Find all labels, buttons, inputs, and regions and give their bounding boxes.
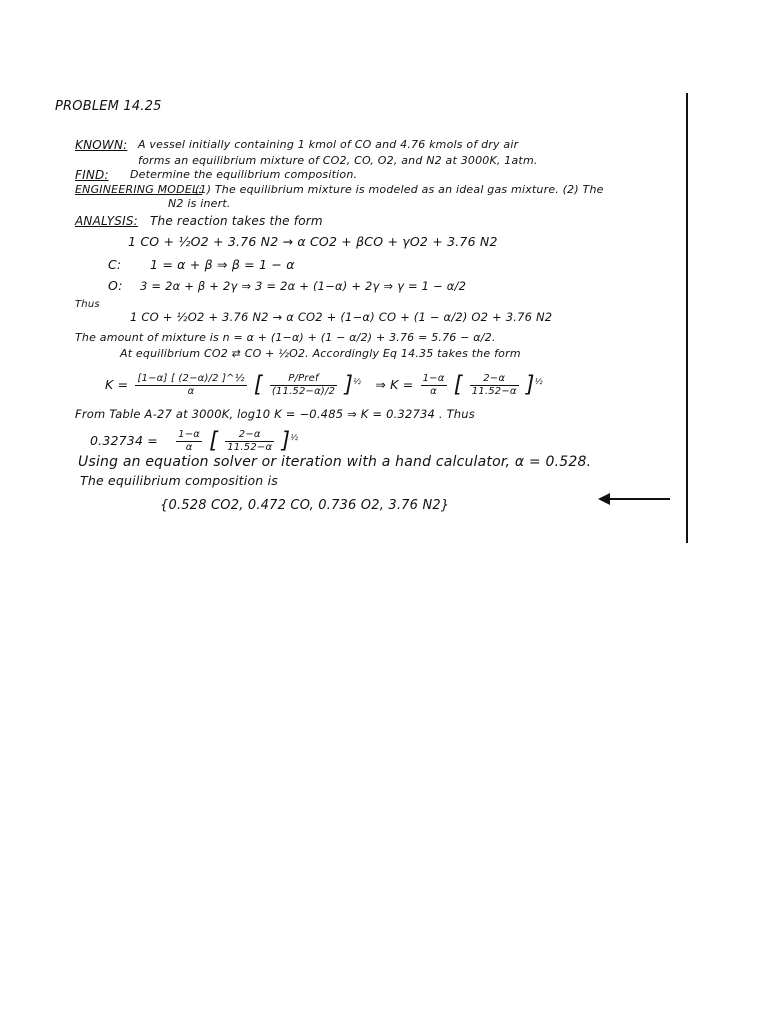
solve-expression: 0.32734 = $\frac{1-\alpha}{\alpha}$ [ $\frac{2-\alpha}{11.52-\alpha}$ ]$^{\frac{1}{2}}$ [90, 428, 299, 454]
oxygen-balance-label: O: [108, 278, 123, 293]
model-label: ENGINEERING MODEL: [75, 183, 203, 196]
analysis-label: ANALYSIS: [75, 214, 138, 228]
find-text: Determine the equilibrium composition. [130, 168, 358, 181]
reaction-equation: 1 CO + ½O2 + 3.76 N2 → α CO2 + βCO + γO2 + 3.76 N2 [128, 234, 498, 249]
k-fraction-2: $\frac{\text{P/Pref}}{(11.52-\alpha)/2}$ [271, 373, 336, 398]
find-label: FIND: [75, 168, 109, 182]
k-exponent: ½ [353, 377, 362, 386]
reaction-equation-2: 1 CO + ½O2 + 3.76 N2 → α CO2 + (1−α) CO + (1 − α/2) O2 + 3.76 N2 [130, 310, 553, 324]
thus-label-1: Thus [75, 299, 100, 310]
solve-fraction-1: $\frac{1-\alpha}{\alpha}$ [178, 429, 201, 454]
known-line-1: A vessel initially containing 1 kmol of CO and 4.76 kmols of dry air [138, 138, 519, 151]
equilibrium-reaction: At equilibrium CO2 ⇄ CO + ½O2. Accordingly Eq 14.35 takes the form [120, 347, 521, 360]
analysis-intro: The reaction takes the form [150, 214, 323, 228]
k-expression: K = $\frac{\text{[1−α] [ (2−α)/2 ]\textasciicircum{}½}}{\alpha}$ [ $\frac{\text{P/Pref}}{(11.52-\alpha)/2}$ ]$^{\frac{1}{2}}$ ⇒ K = $\frac{1-\alpha}{\alpha}$ [ $\frac{2-\alpha}{11.52-\alpha}$ ]$^{\frac{1}{2}}$ [105, 372, 543, 398]
margin-line [686, 93, 688, 543]
mixture-amount: The amount of mixture is n = α + (1−α) + (1 − α/2) + 3.76 = 5.76 − α/2. [75, 331, 496, 344]
solve-fraction-2: $\frac{2-\alpha}{11.52-\alpha}$ [227, 429, 273, 454]
k-lhs: K = [105, 377, 129, 393]
table-lookup: From Table A-27 at 3000K, log10 K = −0.485 ⇒ K = 0.32734 . Thus [75, 407, 475, 421]
model-line-1: (1) The equilibrium mixture is modeled as an ideal gas mixture. (2) The [195, 183, 604, 196]
carbon-balance-label: C: [108, 257, 122, 272]
k-fraction-3: $\frac{1-\alpha}{\alpha}$ [422, 373, 445, 398]
answer-arrow-shaft [602, 498, 670, 500]
solve-lhs: 0.32734 = [90, 433, 158, 449]
k-rhs: ⇒ K = [375, 377, 414, 393]
carbon-balance: 1 = α + β ⇒ β = 1 − α [150, 257, 295, 272]
equilibrium-composition: {0.528 CO2, 0.472 CO, 0.736 O2, 3.76 N2} [160, 498, 450, 513]
problem-title: PROBLEM 14.25 [55, 99, 162, 114]
composition-intro: The equilibrium composition is [80, 473, 278, 488]
k-fraction-1: $\frac{\text{[1−α] [ (2−α)/2 ]\textasciicircum{}½}}{\alpha}$ [137, 373, 245, 398]
solver-result: Using an equation solver or iteration with a hand calculator, α = 0.528. [78, 454, 592, 470]
known-line-2: forms an equilibrium mixture of CO2, CO, O2, and N2 at 3000K, 1atm. [138, 154, 538, 167]
known-label: KNOWN: [75, 138, 128, 152]
k-fraction-4: $\frac{2-\alpha}{11.52-\alpha}$ [471, 373, 517, 398]
oxygen-balance: 3 = 2α + β + 2γ ⇒ 3 = 2α + (1−α) + 2γ ⇒ γ = 1 − α/2 [140, 279, 467, 293]
model-line-2: N2 is inert. [168, 197, 231, 210]
